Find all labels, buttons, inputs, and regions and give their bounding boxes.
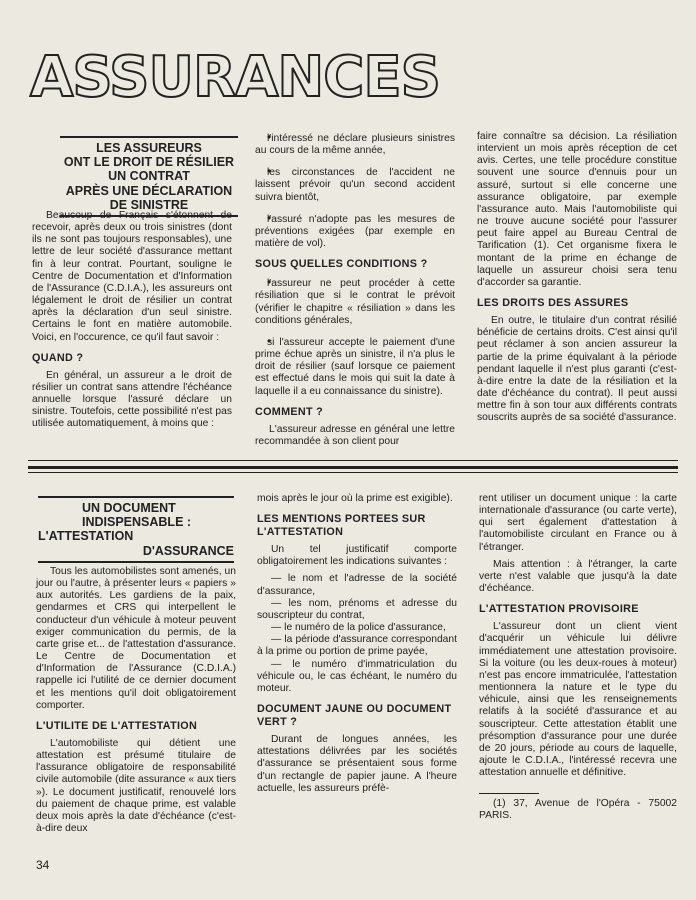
article1-title xyxy=(60,136,238,217)
article2-title-line: UN DOCUMENT xyxy=(82,501,176,515)
droits-paragraph: En outre, le titulaire d'un contrat résilié bénéficie de certains droits. C'est ainsi qu'il peut réclamer à son ancien assureur la partie de la prime équivalant à la période pendant laquelle il n'est plus garanti (c'est-à-dire entre la date de la résiliation et la date d'échéance du contrat). Il peut aussi mettre fin à son tour aux différents contrats souscrits auprès de sa société d'assurance. xyxy=(477,315,677,424)
section-banner: ASSURANCES xyxy=(30,45,440,110)
divider xyxy=(28,460,678,461)
list-item: • les circonstances de l'accident ne laissent prévoir qu'un second accident suivra bientôt, xyxy=(255,165,455,203)
mention-item: — le nom et l'adresse de la société d'assurance, xyxy=(257,573,457,597)
mention-item: — la période d'assurance correspondant à la prime ou portion de prime payée, xyxy=(257,634,457,658)
article1-intro: Beaucoup de Français s'étonnent de recevoir, après deux ou trois sinistres (dont ils ne sont pas toujours responsables), une lettre de leur société d'assurance mettant fin à leur contrat. Pourtant, souligne le Centre de Documentation et d'Information de l'Assurance (C.D.I.A.), les assureurs ont légalement le droit de résilier un contrat après la déclaration d'un seul sinistre. Certains le font en matière automobile. Voici, en l'occurence, ce qu'il faut savoir : xyxy=(32,210,232,343)
provisoire-paragraph: L'assureur dont un client vient d'acquérir un véhicule lui délivre immédiatement une attestation provisoire. Si la voiture (ou les deux-roues à moteur) n'est pas encore immatriculée, l'attestation mentionnera la nature et le type du véhicule, ainsi que les renseignements relatifs à la société d'assurance et au souscripteur. Cette attestation établit une présomption d'assurance pour une durée de 20 jours, période au cours de laquelle, ajoute le C.D.I.A., l'intéressé recevra une attestation annuelle et définitive. xyxy=(479,621,677,779)
article1-title-line: LES ASSUREURS xyxy=(96,141,202,155)
article1-title-line: APRÈS UNE DÉCLARATION xyxy=(65,183,233,198)
column3-warning-paragraph: Mais attention : à l'étranger, la carte verte n'est valable que jusqu'à la date d'échéance. xyxy=(479,558,677,595)
column2-top-paragraph: mois après le jour où la prime est exigible). xyxy=(257,493,453,504)
heading-droits: LES DROITS DES ASSURES xyxy=(477,297,629,310)
quand-paragraph: En général, un assureur a le droit de résilier un contrat sans attendre l'échéance annuelle lorsque l'assuré déclare un sinistre. Toutefois, cette possibilité n'est pas utilisée automatiquement, à moins que : xyxy=(32,369,232,430)
bullet-list-b xyxy=(255,276,455,397)
heading-jaune: DOCUMENT JAUNE OU DOCUMENT VERT ? xyxy=(257,703,452,729)
list-item: • l'assuré n'adopte pas les mesures de préventions exigées (par exemple en matière de vol). xyxy=(255,212,455,250)
article2-title-line: D'ASSURANCE xyxy=(142,543,234,558)
article1-column-1 xyxy=(32,210,232,436)
heading-comment: COMMENT ? xyxy=(255,405,324,418)
heading-utilite: L'UTILITE DE L'ATTESTATION xyxy=(36,719,198,732)
heading-provisoire: L'ATTESTATION PROVISOIRE xyxy=(479,603,639,616)
footnote: (1) 37, Avenue de l'Opéra - 75002 PARIS. xyxy=(479,798,677,822)
list-item: • si l'assureur accepte le paiement d'une prime échue après un sinistre, il n'a plus le droit de résilier (sauf lorsque ce paiement est effectué dans le mois qui suit la date à laquelle il a eu connaissance du sinistre). xyxy=(255,335,455,398)
article1-title-line: DE SINISTRE xyxy=(109,197,189,212)
article1-title-line: ONT LE DROIT DE RÉSILIER xyxy=(63,155,235,170)
article1-column-2 xyxy=(255,131,455,453)
article2-column-2 xyxy=(257,493,457,800)
mentions-intro: Un tel justificatif comporte obligatoirement les indications suivantes : xyxy=(257,544,457,568)
heading-conditions: SOUS QUELLES CONDITIONS ? xyxy=(255,258,428,271)
article2-intro: Tous les automobilistes sont amenés, un jour ou l'autre, à présenter leurs « papiers » aux autorités. Les gardiens de la paix, gendarmes et CRS qui interpellent le conducteur d'un véhicule à moteur peuvent exiger communication du permis, de la carte grise et... de l'attestation d'assurance. Le Centre de Documentation et d'Information de l'Assurance (C.D.I.A.) rappelle ici l'utilité de ce dernier document et les mentions qu'il doit obligatoirement comporter. xyxy=(36,566,236,711)
divider xyxy=(28,472,678,473)
article1-column-3 xyxy=(477,131,677,429)
article2-title-line: L'ATTESTATION xyxy=(38,529,134,544)
article2-title-line: INDISPENSABLE : xyxy=(82,515,192,530)
jaune-paragraph: Durant de longues années, les attestations délivrées par les sociétés d'assurance se présentaient sous forme d'un rectangle de papier jaune. A l'heure actuelle, les assureurs préfè- xyxy=(257,734,457,794)
comment-paragraph: L'assureur adresse en général une lettre recommandée à son client pour xyxy=(255,423,455,447)
list-item: • l'assureur ne peut procéder à cette résiliation que si le contrat le prévoit (vérifier le chapitre « résiliation » dans les conditions générales, xyxy=(255,276,455,327)
column3-top-paragraph: rent utiliser un document unique : la carte internationale d'assurance (ou carte verte), qui sert également d'attestation à l'automobiliste circulant en France ou à l'étranger. xyxy=(479,493,677,553)
page-number: 34 xyxy=(36,858,50,872)
list-item: • l'intéressé ne déclare plusieurs sinistres au cours de la même année, xyxy=(255,131,455,157)
heading-quand: QUAND ? xyxy=(32,351,84,364)
article2-title xyxy=(38,496,234,563)
utilite-paragraph: L'automobiliste qui détient une attestation est présumé titulaire de l'assurance obligatoire de responsabilité civile automobile (dite assurance « aux tiers »). Le document justificatif, renouvelé lors du paiement de chaque prime, est valable deux mois après la date d'échéance (c'est-à-dire deux xyxy=(36,737,236,834)
heading-mentions: LES MENTIONS PORTEES SUR L'ATTESTATION xyxy=(257,513,426,539)
article2-column-1 xyxy=(36,566,236,840)
mention-item: — les nom, prénoms et adresse du souscripteur du contrat, xyxy=(257,597,457,621)
mention-item: — le numéro de la police d'assurance, xyxy=(271,622,446,634)
column3-paragraph: faire connaître sa décision. La résiliation intervient un mois après réception de cet avis. Certes, une telle procédure constitue souvent une source d'ennuis pour un assuré, surtout si elle concerne une assurance obligatoire, par exemple l'assurance auto. Mais l'automobiliste qui ne trouve aucune société pour l'assurer peut faire appel au Bureau Central de Tarification (1). Cet organisme fixera le montant de la prime en échange de laquelle un assureur choisi sera tenu d'accorder sa garantie. xyxy=(477,131,677,288)
divider xyxy=(28,466,678,469)
mention-item: — le numéro d'immatriculation du véhicule ou, le cas échéant, le numéro du moteur. xyxy=(257,658,457,694)
footnote-rule xyxy=(479,793,539,794)
bullet-list-a xyxy=(255,131,455,250)
article2-column-3 xyxy=(479,493,677,828)
article1-title-line: UN CONTRAT xyxy=(108,169,190,184)
